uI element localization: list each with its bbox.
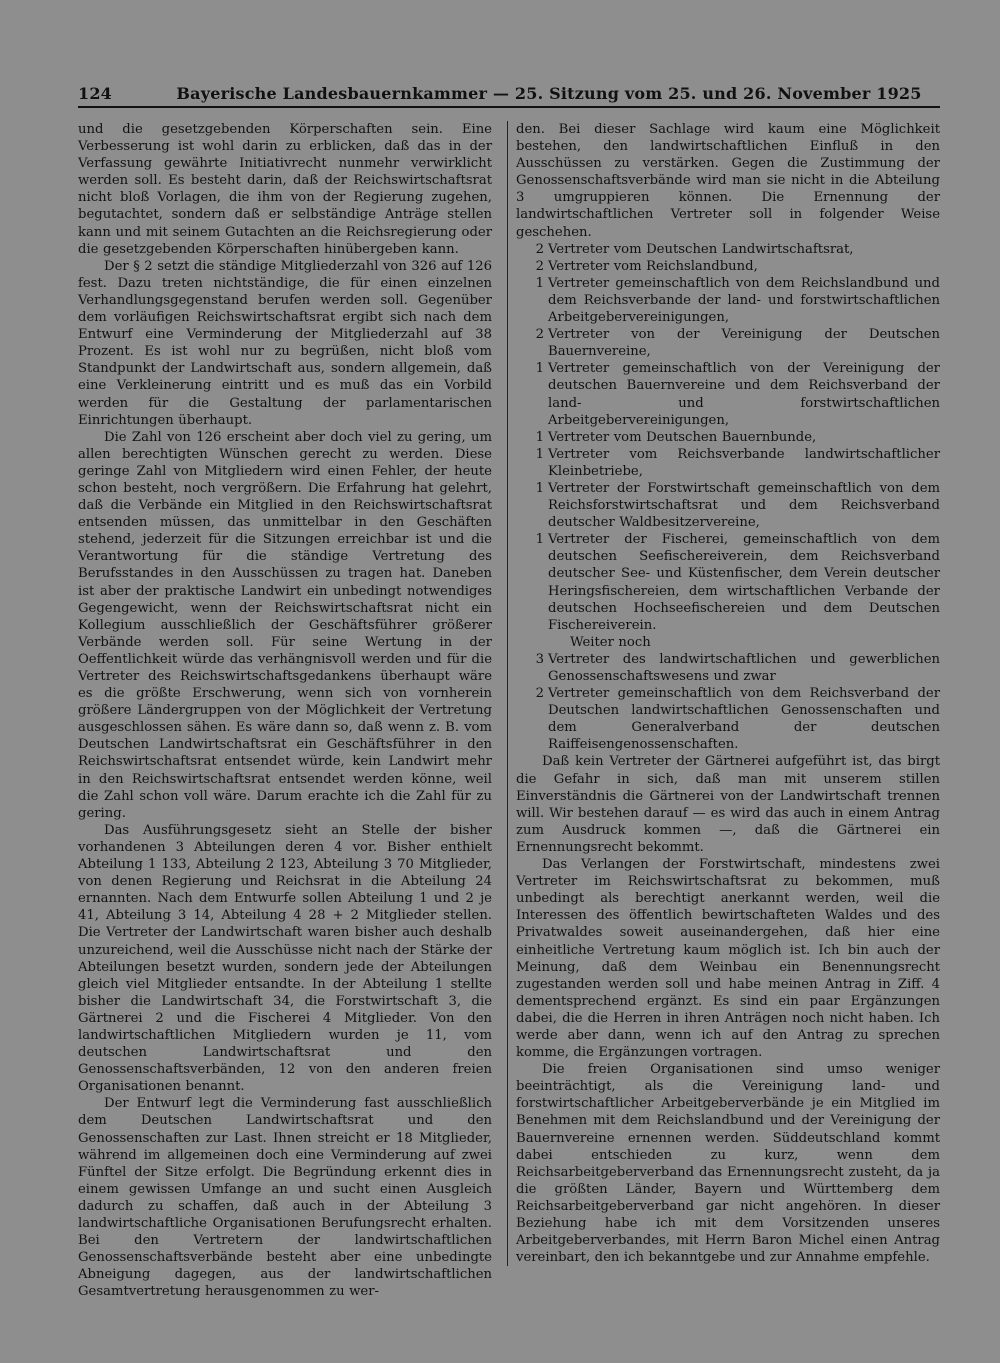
right-paragraph-2: Das Verlangen der Forstwirtschaft, mindestens zwei Vertreter im Reichswirtschaftsrat zu bekommen, muß unbedingt als berechtigt anerkannt werden, weil die Interessen des öffentlich bewirtschafteten Waldes und des Privatwaldes soweit auseinandergehen, daß hier eine einheitliche Vertretung kaum möglich ist. Ich bin auch der Meinung, daß dem Weinbau ein Benennungsrecht zugestanden werden soll und habe meinen Antrag in Ziff. 4 dementsprechend ergänzt. Es sind ein paar Ergänzungen dabei, die die Herren in ihren Anträgen noch nicht haben. Ich werde aber dann, wenn ich auf den Antrag zu sprechen komme, die Ergänzungen vortragen.	[516, 857, 940, 1061]
list-item: 1 Vertreter der Fischerei, gemeinschaftlich von dem deutschen Seefischereiverein, dem Reichsverband deutscher See- und Küstenfischer, dem Verein deutscher Heringsfischereien, dem wirtschaftlichen Verbande der deutschen Hochseefischereien und dem Deutschen Fischereiverein.	[535, 532, 940, 633]
representatives-list	[516, 241, 940, 634]
list-item: 1 Vertreter vom Deutschen Bauernbunde,	[535, 429, 817, 445]
right-column	[516, 121, 940, 1266]
right-intro-paragraph: den. Bei dieser Sachlage wird kaum eine Möglichkeit bestehen, den landwirtschaftlichen Einfluß in den Ausschüssen zu verstärken. Gegen die Zustimmung der Genossenschaftsverbände wird man sie nicht in die Abteilung 3 umgruppieren können. Die Ernennung der landwirtschaftlichen Vertreter soll in folgender Weise geschehen.	[516, 122, 940, 240]
page-number: 124	[78, 84, 112, 103]
left-paragraph-3: Die Zahl von 126 erscheint aber doch viel zu gering, um allen berechtigten Wünschen gerecht zu werden. Diese geringe Zahl von Mitgliedern wird einen Fehler, der heute schon besteht, noch vergrößern. Die Erfahrung hat gelehrt, daß die Verbände ein Mitglied in den Reichswirtschaftsrat entsenden müssen, das unmittelbar in den Geschäften stehend, jederzeit für die Sitzungen erreichbar ist und die Verantwortung für die ständige Vertretung des Berufsstandes in den Ausschüssen zu tragen hat. Daneben ist aber der praktische Landwirt ein unbedingt notwendiges Gegengewicht, wenn der Reichswirtschaftsrat nicht ein Kollegium ausschließlich der Geschäftsführer größerer Verbände werden soll. Für seine Wertung in der Oeffentlichkeit würde das verhängnisvoll werden und für die Vertreter des Reichswirtschaftsgedankens überhaupt wäre es die größte Erschwerung, wenn sich von vornherein größere Ländergruppen von der Möglichkeit der Vertretung ausgeschlossen sähen. Es wäre dann so, daß wenn z. B. vom Deutschen Landwirtschaftsrat ein Geschäftsführer in den Reichswirtschaftsrat entsendet würde, kein Landwirt mehr in den Reichswirtschaftsrat entsendet werden könne, weil die Zahl schon voll wäre. Darum erachte ich die Zahl für zu gering.	[78, 429, 492, 821]
list-item: 2 Vertreter vom Deutschen Landwirtschaftsrat,	[535, 241, 854, 257]
left-paragraph-2: Der § 2 setzt die ständige Mitgliederzahl von 326 auf 126 fest. Dazu treten nichtständige, die für einen einzelnen Verhandlungsgegenstand berufen werden soll. Gegenüber dem vorläufigen Reichswirtschaftsrat ergibt sich nach dem Entwurf eine Verminderung der Mitgliederzahl auf 38 Prozent. Es ist wohl nur zu begrüßen, nicht bloß vom Standpunkt der Landwirtschaft aus, sondern allgemein, daß eine Verkleinerung eintritt und es muß das ein Vorbild werden für die Gestaltung der parlamentarischen Einrichtungen überhaupt.	[78, 258, 492, 428]
left-paragraph-1: und die gesetzgebenden Körperschaften sein. Eine Verbesserung ist wohl darin zu erblicken, daß das in der Verfassung gewährte Initiativrecht nunmehr verwirklicht werden soll. Es besteht darin, daß der Reichswirtschaftsrat nicht bloß Vorlagen, die ihm von der Regierung zugehen, begutachtet, sondern daß er selbständige Anträge stellen kann und mit seinem Gutachten an die Reichsregierung oder die gesetzgebenden Körperschaften hinübergeben kann.	[78, 122, 492, 257]
list-item: 1 Vertreter gemeinschaftlich von der Vereinigung der deutschen Bauernvereine und dem Reichsverband der land- und forstwirtschaftlichen Arbeitgebervereinigungen,	[535, 361, 940, 428]
header-rule	[78, 106, 940, 108]
page-header	[78, 84, 940, 103]
cooperative-representatives-list	[516, 651, 940, 754]
list-item: 2 Vertreter von der Vereinigung der Deutschen Bauernvereine,	[535, 327, 940, 360]
left-paragraph-5: Der Entwurf legt die Verminderung fast ausschließlich dem Deutschen Landwirtschaftsrat und den Genossenschaften zur Last. Ihnen streicht er 18 Mitglieder, während im allgemeinen doch eine Verminderung auf zwei Fünftel der Sitze erfolgt. Die Begründung erkennt dies in einem gewissen Umfange an und sucht einen Ausgleich dadurch zu schaffen, daß auch in der Abteilung 3 landwirtschaftliche Organisationen Berufungsrecht erhalten. Bei den Vertretern der landwirtschaftlichen Genossenschaftsverbände besteht aber eine unbedingte Abneigung dagegen, aus der landwirtschaftlichen Gesamtvertretung herausgenommen zu wer-	[78, 1096, 492, 1300]
right-paragraph-3: Die freien Organisationen sind umso weniger beeinträchtigt, als die Vereinigung land- und forstwirtschaftlicher Arbeitgeberverbände je ein Mitglied im Benehmen mit dem Reichslandbund und der Vereinigung der Bauernvereine ernennen werden. Süddeutschland kommt dabei entschieden zu kurz, wenn dem Reichsarbeitgeberverband das Ernennungsrecht zusteht, da ja die größten Länder, Bayern und Württemberg dem Reichsarbeitgeberverband gar nicht angehören. In dieser Beziehung habe ich mit dem Vorsitzenden unseres Arbeitgeberverbandes, mit Herrn Baron Michel einen Antrag vereinbart, den ich bekanntgebe und zur Annahme empfehle.	[516, 1062, 940, 1266]
left-paragraph-4: Das Ausführungsgesetz sieht an Stelle der bisher vorhandenen 3 Abteilungen deren 4 vor. Bisher enthielt Abteilung 1 133, Abteilung 2 123, Abteilung 3 70 Mitglieder, von denen Regierung und Reichsrat in die Abteilung 24 ernannten. Nach dem Entwurfe sollen Abteilung 1 und 2 je 41, Abteilung 3 14, Abteilung 4 28 + 2 Mitglieder stellen. Die Vertreter der Landwirtschaft waren bisher auch deshalb unzureichend, weil die Ausschüsse nicht nach der Stärke der Abteilungen besetzt wurden, sondern jede der Abteilungen gleich viel Mitglieder entsandte. In der Abteilung 1 stellte bisher die Landwirtschaft 34, die Forstwirtschaft 3, die Gärtnerei 2 und die Fischerei 4 Mitglieder. Von den landwirtschaftlichen Mitgliedern wurden je 11, vom deutschen Landwirtschaftsrat und den Genossenschaftsverbänden, 12 von den anderen freien Organisationen benannt.	[78, 822, 492, 1095]
list-item: 1 Vertreter der Forstwirtschaft gemeinschaftlich von dem Reichsforstwirtschaftsrat und dem Reichsverband deutscher Waldbesitzervereine,	[535, 480, 940, 531]
list-item: 3 Vertreter des landwirtschaftlichen und gewerblichen Genossenschaftswesens und zwar	[535, 651, 940, 684]
list-item: 1 Vertreter vom Reichsverbande landwirtschaftlicher Kleinbetriebe,	[535, 446, 940, 479]
left-column	[78, 121, 492, 1300]
running-title: Bayerische Landesbauernkammer — 25. Sitzung vom 25. und 26. November 1925	[176, 84, 922, 103]
list-item: 1 Vertreter gemeinschaftlich von dem Reichslandbund und dem Reichsverbande der land- und forstwirtschaftlichen Arbeitgebervereinigungen,	[535, 275, 940, 326]
list-item: 2 Vertreter gemeinschaftlich von dem Reichsverband der Deutschen landwirtschaftlichen Genossenschaften und dem Generalverband der deutschen Raiffeisengenossenschaften.	[535, 686, 940, 753]
weiter-noch-line: Weiter noch	[570, 634, 651, 650]
column-separator	[507, 121, 508, 1266]
right-paragraph-1: Daß kein Vertreter der Gärtnerei aufgeführt ist, das birgt die Gefahr in sich, daß man mit unserem stillen Einverständnis die Gärtnerei von der Landwirtschaft trennen will. Wir bestehen darauf — es wird das auch in einem Antrag zum Ausdruck kommen —, daß die Gärtnerei ein Ernennungsrecht bekommt.	[516, 754, 940, 855]
list-item: 2 Vertreter vom Reichslandbund,	[535, 258, 758, 274]
